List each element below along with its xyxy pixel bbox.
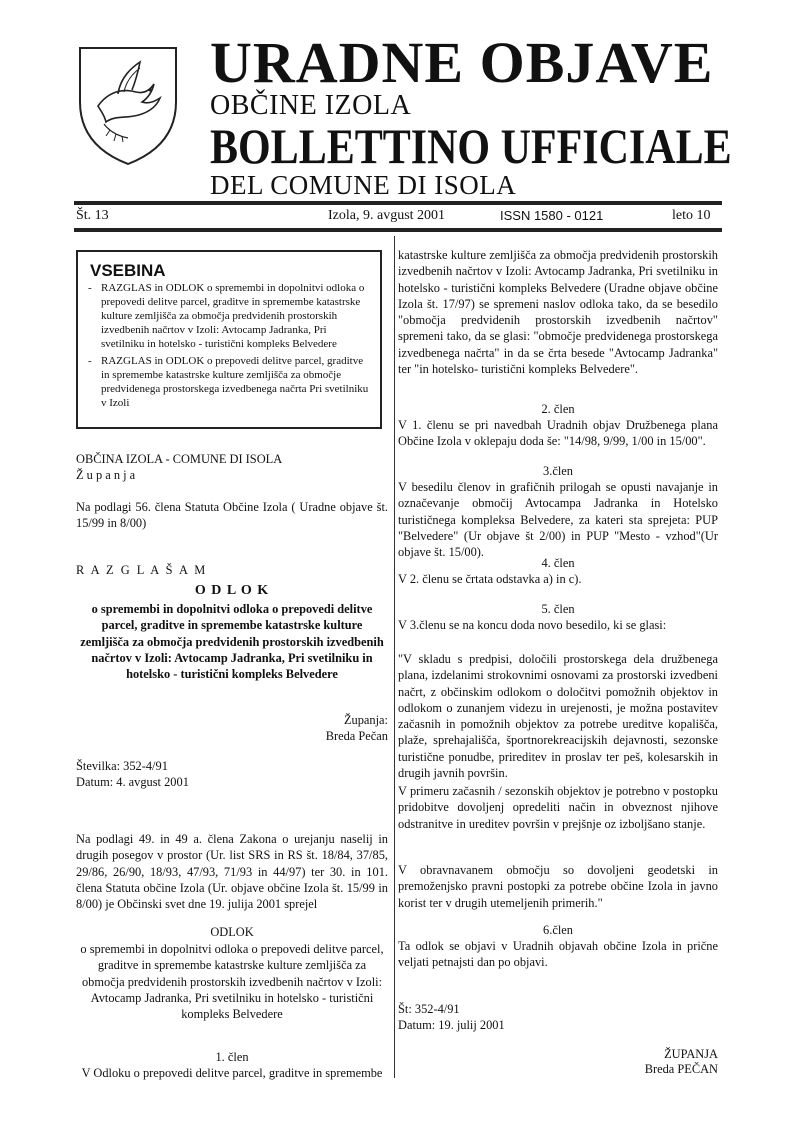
volume-year: leto 10 xyxy=(672,208,711,223)
odlok-title: o spremembi in dopolnitvi odloka o prepovedi delitve parcel, graditve in spremembe katastrske kulture zemljišča za območja predvidenih prostorskih izvedbenih načrtov v Izoli: Avtocamp Jadranka, Pri svetilniku in hotelsko - turistični kompleks Belvedere xyxy=(80,942,384,1022)
contents-item: - RAZGLAS in ODLOK o prepovedi delitve parcel, graditve in spremembe katastrske kulture zemljišča za območje predvidenega prostorskega izvedbenega načrta Pri svetilniku v Izoli xyxy=(88,355,369,409)
header-rule-top xyxy=(74,201,722,205)
contents-item: - RAZGLAS in ODLOK o spremembi in dopolnitvi odloka o prepovedi delitve parcel, graditve in spremembe katastrske kulture zemljišča za območja predvidenih prostorskih izvedbenih načrtov v Izoli: Avtocamp Jadranka, Pri svetilniku in hotelsko - turistični kompleks Belvedere xyxy=(88,282,365,350)
preamble: Na podlagi 49. in 49 a. člena Zakona o urejanju naselij in drugih posegov v prostor (Ur. list SRS in RS št. 18/84, 37/85, 29/86, 26/90, 18/93, 47/93, 71/93 in 44/97) ter 30. in 101. člena Statuta občine Izola (Ur. objave občine Izola št. 15/99 in 8/00) je Občinski svet dne 19. julija 2001 sprejel xyxy=(76,832,388,912)
article-5-quote-2: V primeru začasnih / sezonskih objektov je potrebno v postopku pridobitve dovoljenj opredeliti način in obveznost njihove odstranitve in ureditev površin v prejšnje oz izboljšano stanje. xyxy=(398,784,718,831)
issue-date: Izola, 9. avgust 2001 xyxy=(328,208,446,223)
article-5-text: V 3.členu se na koncu doda novo besedilo, ki se glasi: xyxy=(398,618,667,632)
contents-title: VSEBINA xyxy=(90,261,166,280)
article-1-continued: katastrske kulture zemljišča za območja predvidenih prostorskih izvedbenih načrtov v Izoli: Avtocamp Jadranka, Pri svetilniku in hotelsko - turistični kompleks Belvedere (Uradne objave občine Izola št. 17/97) se spremeni naslov odloka tako, da se besedilo "območja predvidenih prostorskih izvedbenih načrtov" spremeni tako, da se glasi: "območje predvidenega prostorskega izvedbenega načrta" in da se črta besede "Avtocamp Jadranka" ter "in hotelsko- turistični kompleks Belvedere". xyxy=(398,248,718,377)
issuer-role: Ž u p a n j a xyxy=(76,468,136,482)
title-uradne-objave: URADNE OBJAVE xyxy=(210,30,714,95)
decree-title: o spremembi in dopolnitvi odloka o prepovedi delitve parcel, graditve in spremembe katastrske kulture zemljišča za območja predvidenih prostorskih izvedbenih načrtov v Izoli: Avtocamp Jadranka, Pri svetilniku in hotelsko - turistični kompleks Belvedere xyxy=(80,602,384,682)
article-4-text: V 2. členu se črtata odstavka a) in c). xyxy=(398,572,582,586)
mayor-name: Breda Pečan xyxy=(325,729,388,743)
column-divider xyxy=(394,236,395,1078)
document-date: Datum: 4. avgust 2001 xyxy=(76,775,189,789)
article-5-quote-3: V obravnavanem območju so dovoljeni geodetski in premoženjsko pravni postopki za potrebe občine Izola in javno korist ter v drugih utemeljenih primerih." xyxy=(398,863,718,910)
issue-number: Št. 13 xyxy=(76,208,109,223)
article-4-heading: 4. člen xyxy=(541,556,575,570)
article-3-text: V besedilu členov in grafičnih prilogah se opusti navajanje in označevanje območij Avtocampa Jadranka in Hotelsko turističnega kompleksa Belvedere, za kateri sta sprejeta: PUP "Belvedere" (Ur objave št 2/00) in PUP "Mesto - vzhod"(Ur objave št. 15/00). xyxy=(398,480,718,560)
article-1-heading: 1. člen xyxy=(215,1050,249,1064)
article-2-heading: 2. člen xyxy=(541,402,575,416)
subtitle-obcine-izola: OBČINE IZOLA xyxy=(210,90,412,121)
title-bollettino-ufficiale: BOLLETTINO UFFICIALE xyxy=(210,118,732,174)
contents-box xyxy=(76,250,382,429)
legal-basis: Na podlagi 56. člena Statuta Občine Izola ( Uradne objave št. 15/99 in 8/00) xyxy=(76,500,388,531)
article-6-text: Ta odlok se objavi v Uradnih objavah občine Izola in prične veljati petnajsti dan po objavi. xyxy=(398,939,718,970)
decree-heading: O D L O K xyxy=(194,583,270,598)
right-mayor-name: Breda PEČAN xyxy=(644,1062,718,1076)
right-document-date: Datum: 19. julij 2001 xyxy=(398,1018,505,1032)
article-5-quote-1: "V skladu s predpisi, določili prostorskega dela družbenega plana, izdelanimi strokovnimi osnovami za prostorski izvedbeni načrt, z občinskim odlokom o določitvi pomožnih objektov in odlokom o zunanjem videzu in urejenosti, je možna postavitev začasnih in pomožnih objektov za potrebe ureditve kopališča, plaže, sprehajališča, športnorekreacijskih dejavnosti, sezonske turistične ponudbe, prireditev in proslav ter peš, kolesarskih in drugih javnih površin. xyxy=(398,652,718,781)
right-mayor-role: ŽUPANJA xyxy=(664,1047,718,1061)
article-6-heading: 6.člen xyxy=(543,923,573,937)
proclamation: R A Z G L A Š A M xyxy=(76,563,208,577)
right-document-number: Št: 352-4/91 xyxy=(398,1002,460,1016)
article-2-text: V 1. členu se pri navedbah Uradnih objav Družbenega plana Občine Izola v oklepaju doda še: "14/98, 9/99, 1/00 in 15/00". xyxy=(398,418,718,449)
issn: ISSN 1580 - 0121 xyxy=(500,208,604,223)
document-number: Številka: 352-4/91 xyxy=(76,759,168,773)
article-3-heading: 3.člen xyxy=(543,464,573,478)
mayor-role: Županja: xyxy=(343,713,388,727)
header-rule-bottom xyxy=(74,228,722,232)
subtitle-del-comune: DEL COMUNE DI ISOLA xyxy=(210,170,517,200)
odlok-label: ODLOK xyxy=(210,925,254,939)
article-1-text: V Odloku o prepovedi delitve parcel, graditve in spremembe xyxy=(81,1066,383,1080)
article-5-heading: 5. člen xyxy=(541,602,575,616)
issuer: OBČINA IZOLA - COMUNE DI ISOLA xyxy=(76,452,283,466)
coat-of-arms-dove-icon xyxy=(74,44,182,168)
